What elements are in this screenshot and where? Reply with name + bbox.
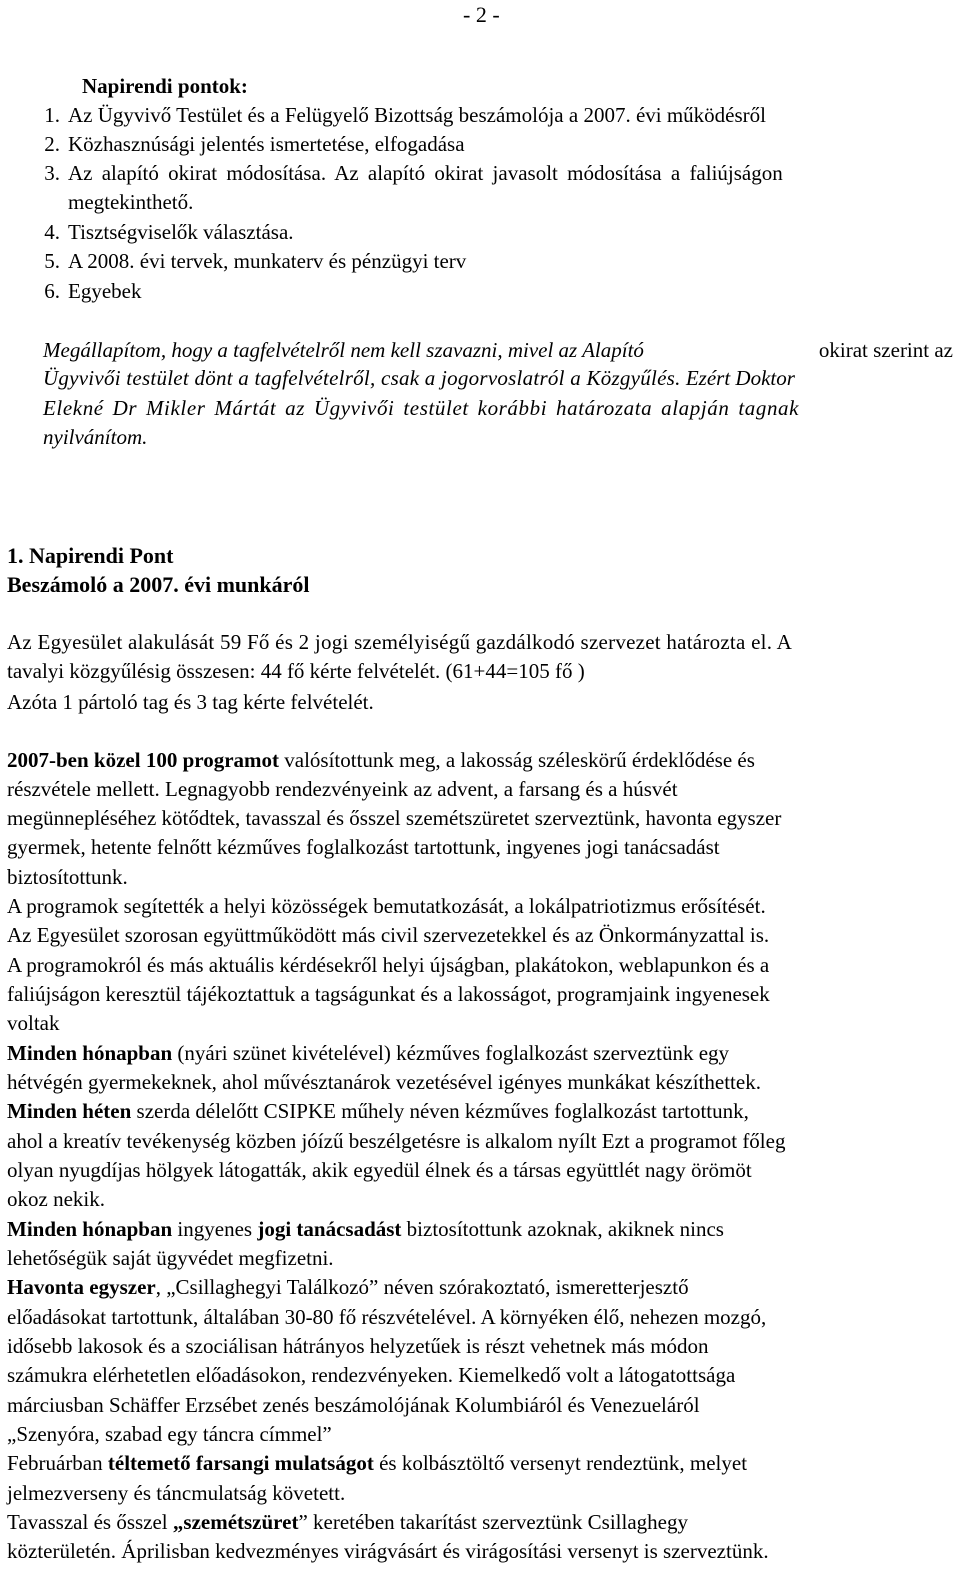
emphasis: téltemető farsangi mulatságot	[107, 1451, 374, 1475]
body-line: olyan nyugdíjas hölgyek látogatták, akik egyedül élnek és a társas együttlét nagy örömöt	[7, 1158, 752, 1182]
emphasis: Minden héten	[7, 1099, 132, 1123]
statement-line-2	[43, 366, 795, 391]
emphasis: Minden hónapban	[7, 1041, 173, 1065]
body-line: faliújságon keresztül tájékoztattuk a tagságunkat és a lakosságot, programjaink ingyenesek	[7, 982, 770, 1006]
emphasis: jogi tanácsadást	[257, 1217, 402, 1241]
agenda-item	[38, 220, 294, 245]
statement-text: Megállapítom, hogy a tagfelvételről nem kell szavazni, mivel az Alapító	[43, 338, 644, 362]
body-line: jelmezverseny és táncmulatság követett.	[7, 1481, 346, 1505]
section-heading: 1. Napirendi Pont	[7, 543, 174, 568]
agenda-item	[38, 103, 766, 128]
statement-line-4: nyilvánítom.	[43, 425, 148, 449]
body-text: szerda délelőtt CSIPKE műhely néven kézműves foglalkozást tartottunk,	[131, 1099, 749, 1123]
body-line: előadásokat tartottunk, általában 30-80 fő részvételével. A környéken élő, nehezen mozgó,	[7, 1305, 767, 1329]
body-line	[7, 1041, 729, 1066]
body-line: hétvégén gyermekeknek, ahol művésztanárok vezetésével igényes munkákat készíthettek.	[7, 1070, 761, 1094]
body-line: biztosítottunk.	[7, 865, 128, 889]
emphasis: „szemétszüret	[172, 1510, 299, 1534]
body-text: és kolbásztöltő versenyt rendeztünk, melyet	[373, 1451, 748, 1475]
agenda-item-number: 3.	[44, 161, 60, 185]
agenda-item-text: megtekinthető.	[68, 190, 194, 214]
body-line: megünnepléséhez kötődtek, tavasszal és ősszel szemétszüretet szerveztünk, havonta egyszer	[7, 806, 782, 830]
body-line	[7, 1217, 724, 1242]
body-line: számukra elérhetetlen előadásokon, rendezvényeken. Kiemelkedő volt a látogatottsága	[7, 1363, 736, 1387]
body-line	[7, 1275, 689, 1300]
body-line	[7, 748, 755, 773]
body-line: közterületén. Áprilisban kedvezményes virágvásárt és virágosítási versenyt is szerveztünk.	[7, 1539, 769, 1563]
agenda-item-text: Egyebek	[68, 279, 142, 303]
body-line: Azóta 1 pártoló tag és 3 tag kérte felvételét.	[7, 690, 374, 714]
body-line: voltak	[7, 1011, 60, 1035]
body-line: tavalyi közgyűlésig összesen: 44 fő kérte felvételét. (61+44=105 fő )	[7, 659, 585, 683]
agenda-item-text: Az alapító okirat módosítása. Az alapító okirat javasolt módosítása a faliújságon	[68, 161, 783, 185]
body-line	[7, 1099, 749, 1124]
body-text: , „Csillaghegyi Találkozó” néven szórakoztató, ismeretterjesztő	[155, 1275, 689, 1299]
agenda-item	[38, 279, 141, 304]
agenda-item	[38, 132, 465, 157]
body-text: Februárban	[7, 1451, 108, 1475]
agenda-item-number: 1.	[44, 103, 60, 127]
page-number: - 2 -	[463, 2, 500, 27]
body-line: Az Egyesület szorosan együttműködött más civil szervezetekkel és az Önkormányzattal is.	[7, 923, 770, 947]
agenda-item-text: A 2008. évi tervek, munkaterv és pénzügyi terv	[68, 249, 467, 273]
body-text: ingyenes	[172, 1217, 258, 1241]
body-text: Tavasszal és ősszel	[7, 1510, 173, 1534]
agenda-item-number: 5.	[44, 249, 60, 273]
agenda-item-number: 6.	[44, 279, 60, 303]
body-text: (nyári szünet kivételével) kézműves foglalkozást szerveztünk egy	[172, 1041, 730, 1065]
statement-text: Ügyvivői testület dönt a tagfelvételről, csak a jogorvoslatról a Közgyűlés.	[43, 366, 681, 390]
emphasis: 2007-ben közel 100 programot	[7, 748, 280, 772]
agenda-item	[38, 249, 466, 274]
body-line: idősebb lakosok és a szociálisan hátrányos helyzetűek is részt vehetnek más módon	[7, 1334, 709, 1358]
agenda-item	[38, 190, 193, 215]
agenda-item-number: 2.	[44, 132, 60, 156]
body-line: okoz nekik.	[7, 1187, 105, 1211]
agenda-item-text: Az Ügyvivő Testület és a Felügyelő Bizottság beszámolója a 2007. évi működésről	[68, 103, 767, 127]
body-line: A programokról és más aktuális kérdésekről helyi újságban, plakátokon, weblapunkon és a	[7, 953, 770, 977]
body-line	[7, 1451, 747, 1476]
body-line: A programok segítették a helyi közösségek bemutatkozását, a lokálpatriotizmus erősítését.	[7, 894, 766, 918]
body-line: lehetőségük saját ügyvédet megfizetni.	[7, 1246, 334, 1270]
body-line: márciusban Schäffer Erzsébet zenés beszámolójának Kolumbiáról és Venezueláról	[7, 1393, 700, 1417]
agenda-item-text: Tisztségviselők választása.	[68, 220, 294, 244]
body-line: gyermek, hetente felnőtt kézműves foglalkozást tartottunk, ingyenes jogi tanácsadást	[7, 835, 720, 859]
body-line: „Szenyóra, szabad egy táncra címmel”	[7, 1422, 332, 1446]
agenda-title: Napirendi pontok:	[82, 74, 248, 98]
statement-line-3: Elekné Dr Mikler Mártát az Ügyvivői testület korábbi határozata alapján tagnak	[43, 396, 800, 420]
emphasis: Minden hónapban	[7, 1217, 173, 1241]
body-text: biztosítottunk azoknak, akiknek nincs	[401, 1217, 724, 1241]
body-text: ” keretében takarítást szerveztünk Csillaghegy	[298, 1510, 688, 1534]
section-subheading: Beszámoló a 2007. évi munkáról	[7, 572, 310, 597]
statement-text: okirat szerint az	[813, 338, 953, 362]
agenda-item	[38, 161, 783, 186]
statement-text: Ezért Doktor	[680, 366, 795, 390]
body-line	[7, 1510, 688, 1535]
agenda-item-number: 4.	[44, 220, 60, 244]
body-line: részvétele mellett. Legnagyobb rendezvényeink az advent, a farsang és a húsvét	[7, 777, 678, 801]
statement-line-1	[43, 338, 953, 363]
body-line: ahol a kreatív tevékenység közben jóízű beszélgetésre is alkalom nyílt Ezt a programot főleg	[7, 1129, 786, 1153]
body-text: valósítottunk meg, a lakosság széleskörű érdeklődése és	[279, 748, 755, 772]
agenda-item-text: Közhasznúsági jelentés ismertetése, elfogadása	[68, 132, 465, 156]
emphasis: Havonta egyszer	[7, 1275, 156, 1299]
body-line: Az Egyesület alakulását 59 Fő és 2 jogi személyiségű gazdálkodó szervezet határozta el. A	[7, 630, 792, 654]
